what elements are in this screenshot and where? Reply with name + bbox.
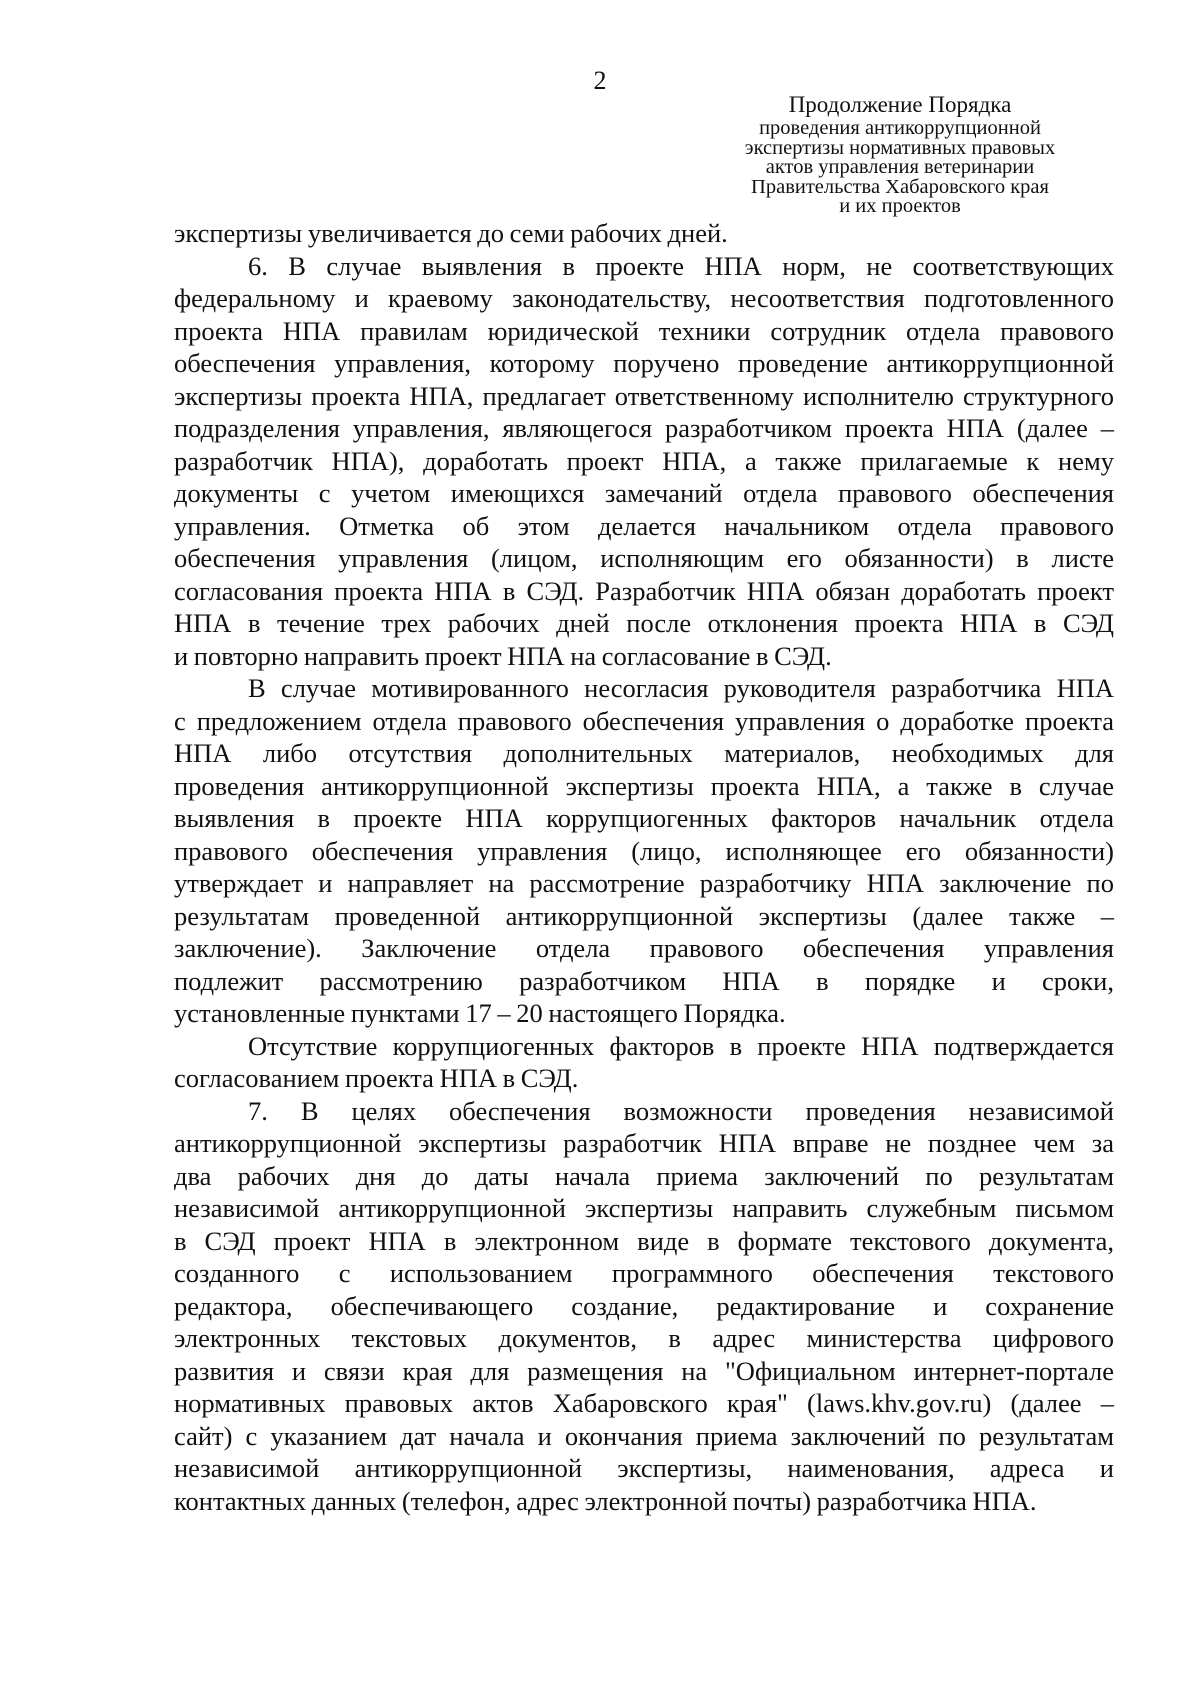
paragraph-line: независимой антикоррупционной экспертизы, наименования, адреса и [174, 1453, 1114, 1483]
paragraph [174, 250, 1114, 673]
paragraph-line: согласованием проекта НПА в СЭД. [174, 1063, 579, 1093]
paragraph-line: НПА в течение трех рабочих дней после отклонения проекта НПА в СЭД [174, 608, 1114, 638]
paragraph-line: обеспечения управления, которому поручено проведение антикоррупционной [174, 348, 1114, 378]
paragraph-line: экспертизы проекта НПА, предлагает ответственному исполнителю структурного [174, 380, 1114, 411]
paragraph-line: утверждает и направляет на рассмотрение разработчику НПА заключение по [174, 868, 1114, 898]
paragraph-line: заключение). Заключение отдела правового обеспечения управления [174, 933, 1114, 963]
paragraph-line: НПА либо отсутствия дополнительных материалов, необходимых для [174, 738, 1114, 768]
paragraph [174, 672, 1114, 1030]
paragraph-line: разработчик НПА), доработать проект НПА, а также прилагаемые к нему [174, 445, 1114, 476]
paragraph-line: и повторно направить проект НПА на согласование в СЭД. [174, 640, 832, 671]
paragraph-line: результатам проведенной антикоррупционной экспертизы (далее также – [174, 900, 1114, 931]
paragraph-line: созданного с использованием программного обеспечения текстового [174, 1258, 1114, 1288]
paragraph-line: федеральному и краевому законодательству, несоответствия подготовленного [174, 283, 1114, 313]
paragraph-line: редактора, обеспечивающего создание, редактирование и сохранение [174, 1290, 1114, 1321]
paragraph-line: электронных текстовых документов, в адрес министерства цифрового [174, 1323, 1114, 1353]
paragraph-line: с предложением отдела правового обеспечения управления о доработке проекта [174, 705, 1114, 736]
page-number: 2 [593, 66, 607, 95]
paragraph-line: подлежит рассмотрению разработчиком НПА в порядке и сроки, [174, 965, 1114, 996]
header-line: Правительства Хабаровского края [751, 175, 1049, 198]
paragraph [174, 217, 1114, 250]
paragraph-line: нормативных правовых актов Хабаровского края" (laws.khv.gov.ru) (далее – [174, 1388, 1114, 1418]
paragraph-line: 7. В целях обеспечения возможности проведения независимой [248, 1095, 1114, 1126]
paragraph-line: В случае мотивированного несогласия руководителя разработчика НПА [248, 673, 1114, 703]
paragraph-line: согласования проекта НПА в СЭД. Разработчик НПА обязан доработать проект [174, 575, 1114, 606]
paragraph [174, 1030, 1114, 1095]
paragraph-line: сайт) с указанием дат начала и окончания приема заключений по результатам [174, 1420, 1114, 1451]
header-line: экспертизы нормативных правовых [744, 136, 1056, 159]
paragraph-line: проведения антикоррупционной экспертизы проекта НПА, а также в случае [174, 770, 1114, 801]
paragraph-line: 6. В случае выявления в проекте НПА норм, не соответствующих [248, 250, 1114, 281]
header-line: проведения антикоррупционной [759, 117, 1041, 139]
paragraph-line: развития и связи края для размещения на "Официальном интернет-портале [174, 1355, 1114, 1386]
paragraph-line: установленные пунктами 17 – 20 настоящего Порядка. [174, 998, 786, 1028]
paragraph-line: независимой антикоррупционной экспертизы направить служебным письмом [174, 1193, 1114, 1223]
paragraph-line: правового обеспечения управления (лицо, исполняющее его обязанности) [174, 835, 1114, 866]
header-title: Продолжение Порядка [788, 92, 1012, 117]
paragraph-line: выявления в проекте НПА коррупциогенных факторов начальник отдела [174, 803, 1114, 833]
paragraph-line: экспертизы увеличивается до семи рабочих дней. [174, 218, 728, 248]
paragraph-line: обеспечения управления (лицом, исполняющим его обязанности) в листе [174, 543, 1114, 573]
paragraph [174, 1095, 1114, 1518]
paragraph-line: два рабочих дня до даты начала приема заключений по результатам [174, 1160, 1114, 1191]
paragraph-line: подразделения управления, являющегося разработчиком проекта НПА (далее – [174, 413, 1114, 443]
paragraph-line: в СЭД проект НПА в электронном виде в формате текстового документа, [174, 1225, 1114, 1256]
header-line: и их проектов [839, 195, 961, 217]
paragraph-line: контактных данных (телефон, адрес электронной почты) разработчика НПА. [174, 1485, 1037, 1516]
paragraph-line: документы с учетом имеющихся замечаний отдела правового обеспечения [174, 478, 1114, 508]
header-line: актов управления ветеринарии [765, 156, 1035, 178]
paragraph-line: управления. Отметка об этом делается начальником отдела правового [174, 510, 1114, 541]
header-caption [700, 90, 1100, 217]
paragraph-line: проекта НПА правилам юридической техники сотрудник отдела правового [174, 315, 1114, 346]
paragraph-line: Отсутствие коррупциогенных факторов в проекте НПА подтверждается [248, 1030, 1114, 1061]
document-body [174, 217, 1114, 1517]
paragraph-line: антикоррупционной экспертизы разработчик НПА вправе не позднее чем за [174, 1128, 1114, 1158]
